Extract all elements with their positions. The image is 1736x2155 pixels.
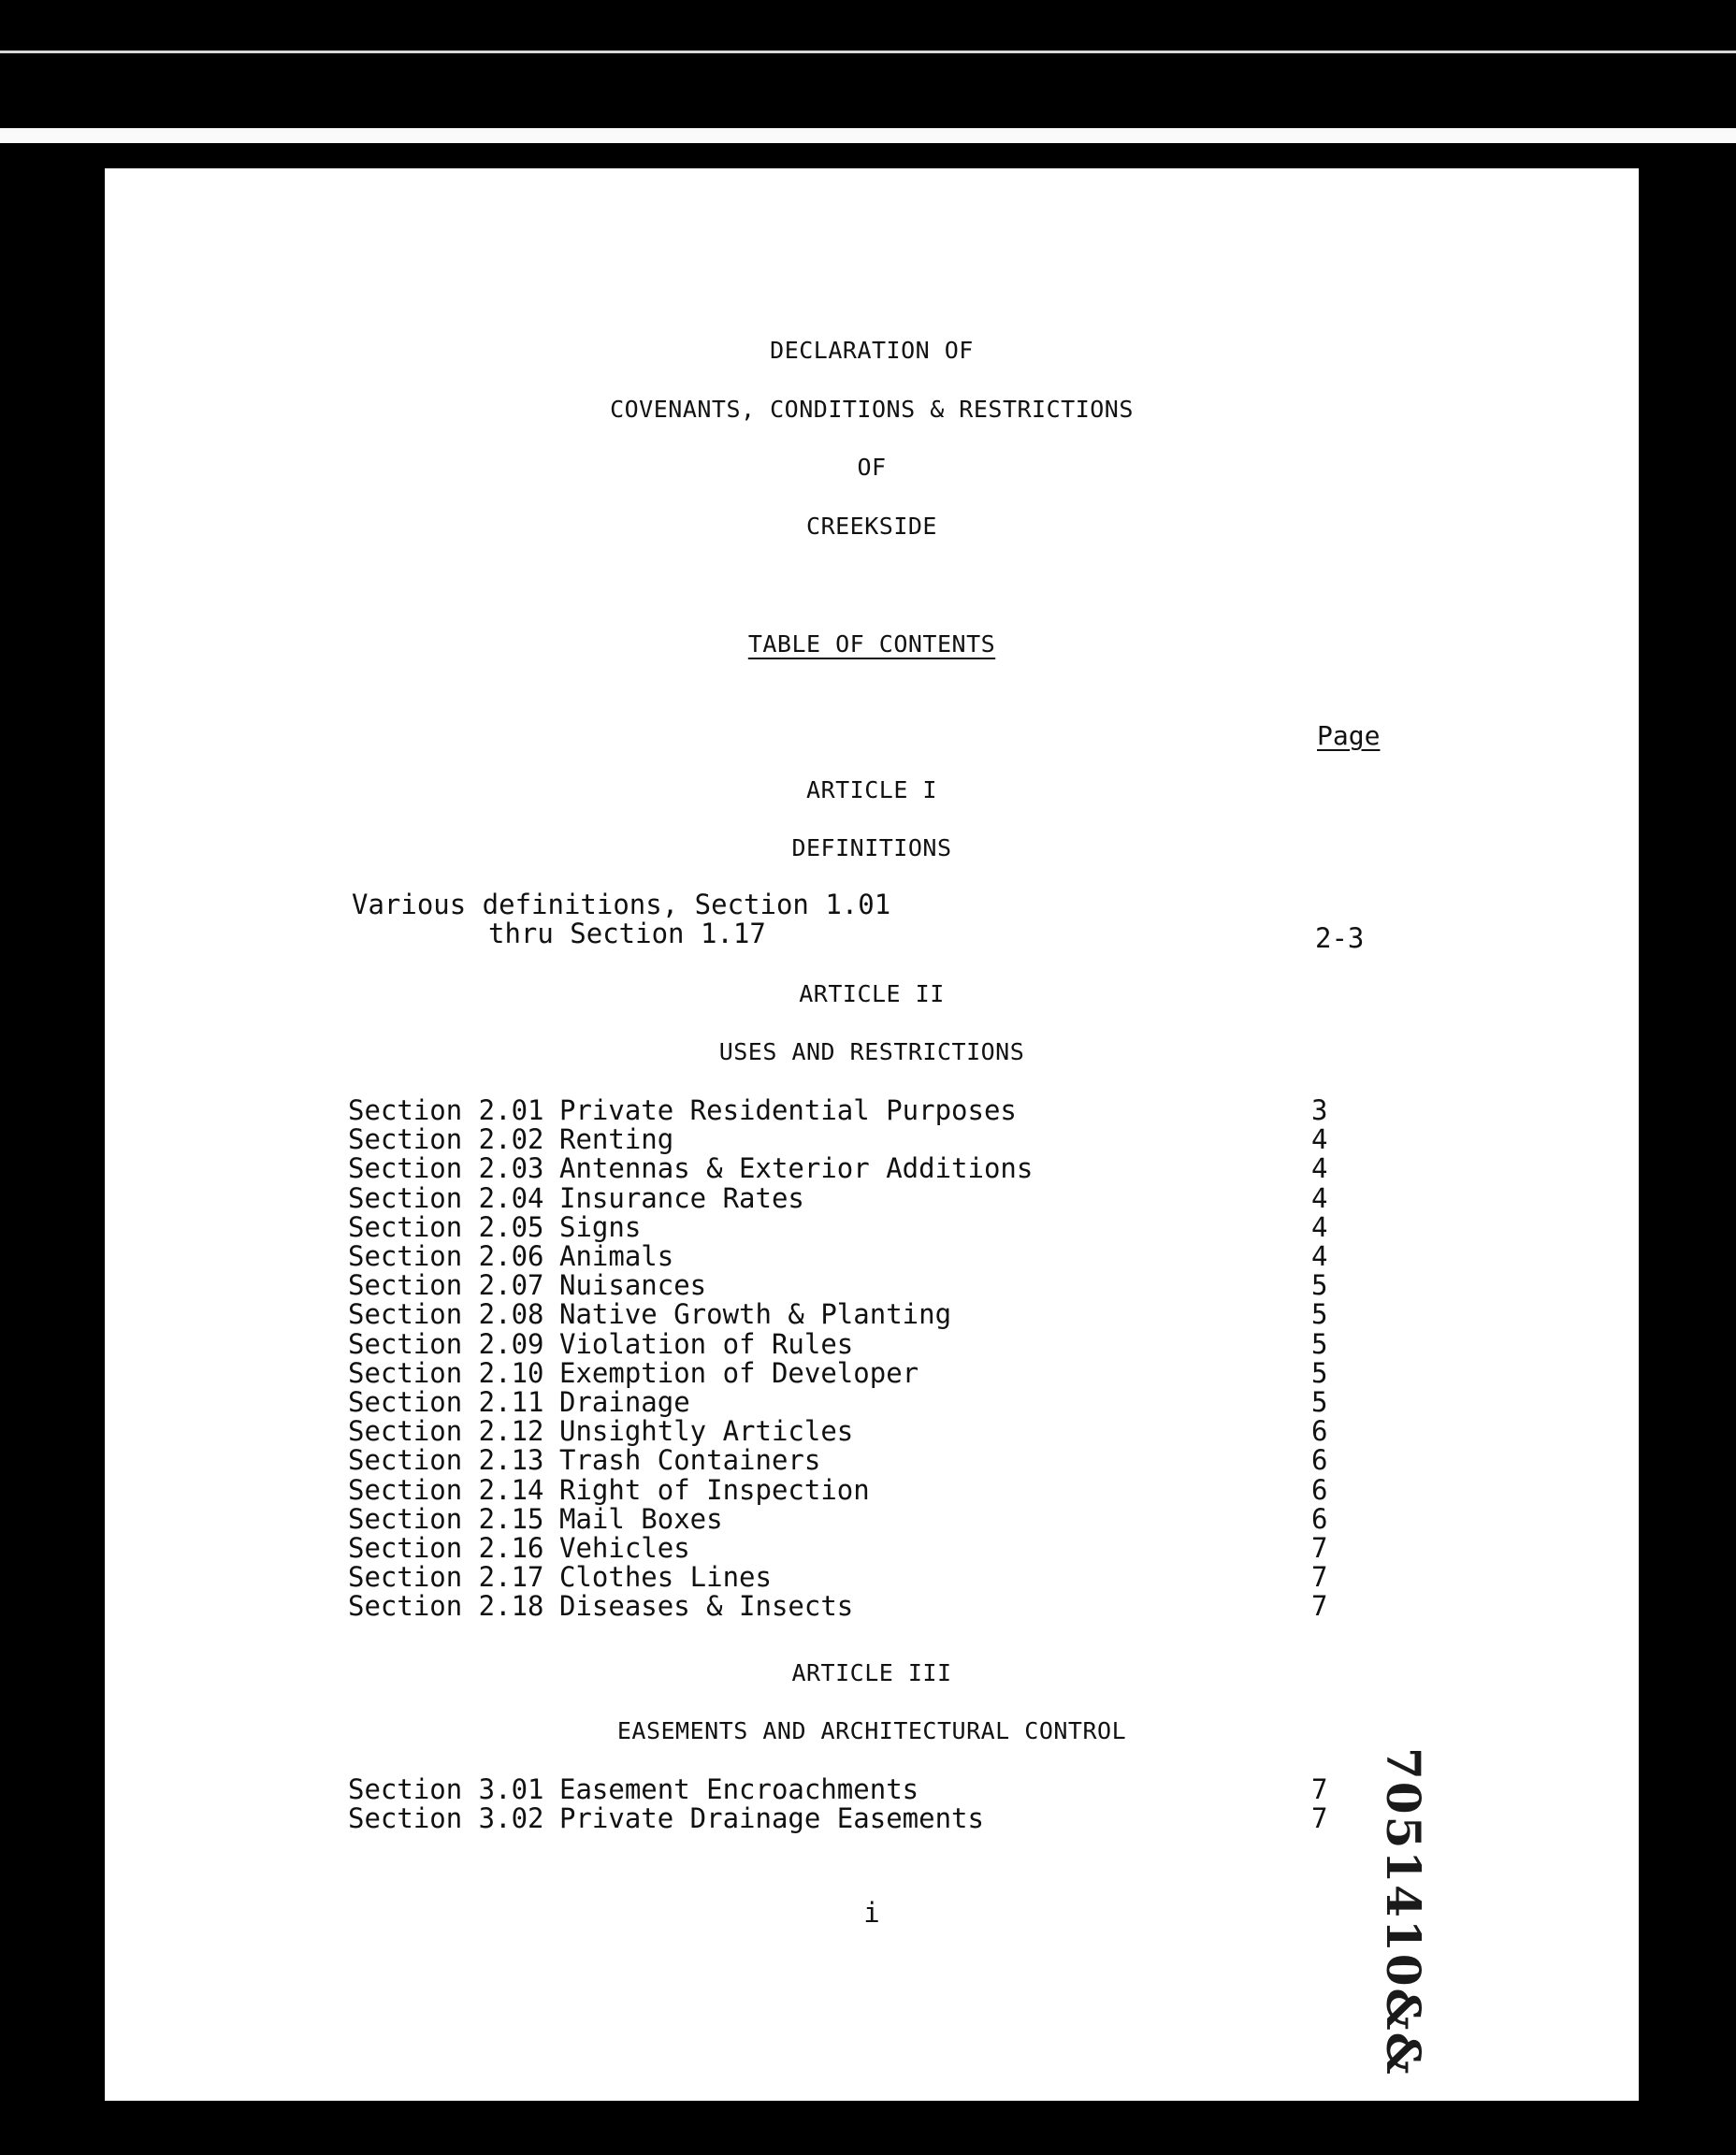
toc-row [105,1590,1639,1623]
toc-section-number: Section 2.07 [348,1269,544,1302]
toc-section-title: Insurance Rates [559,1181,804,1214]
scan-border-band [0,128,1736,143]
article-1-heading: ARTICLE I [806,776,937,803]
toc-page-number: 6 [1311,1415,1328,1448]
toc-row [105,1386,1639,1418]
toc-section-title: Diseases & Insects [559,1590,854,1623]
toc-page-number: 4 [1311,1210,1328,1243]
toc-section-number: Section 2.08 [348,1298,544,1331]
toc-heading [105,630,1639,658]
title-line-4: CREEKSIDE [806,513,937,540]
toc-section-number: Section 2.11 [348,1386,544,1418]
toc-section-title: Clothes Lines [559,1561,772,1594]
toc-section-number: Section 2.04 [348,1181,544,1214]
toc-row [105,1123,1639,1156]
definitions-entry-page: 2-3 [1315,922,1365,954]
toc-section-title: Trash Containers [559,1444,821,1477]
toc-section-number: Section 3.01 [348,1773,544,1805]
toc-page-number: 6 [1311,1502,1328,1535]
toc-heading-text: TABLE OF CONTENTS [747,630,996,658]
toc-page-number: 7 [1311,1532,1328,1564]
title-line-2: COVENANTS, CONDITIONS & RESTRICTIONS [610,396,1134,423]
toc-section-title: Mail Boxes [559,1502,723,1535]
toc-page-number: 4 [1311,1123,1328,1156]
toc-section-number: Section 2.16 [348,1532,544,1564]
toc-section-number: Section 2.03 [348,1152,544,1185]
toc-section-number: Section 2.02 [348,1123,544,1156]
toc-section-title: Private Residential Purposes [559,1094,1017,1126]
toc-section-title: Easement Encroachments [559,1773,919,1805]
article-3-subheading: EASEMENTS AND ARCHITECTURAL CONTROL [616,1717,1127,1744]
toc-row [105,1269,1639,1302]
toc-section-title: Drainage [559,1386,690,1418]
toc-section-title: Vehicles [559,1532,690,1564]
toc-page-number: 5 [1311,1327,1328,1360]
article-2-heading: ARTICLE II [799,980,945,1007]
toc-section-title: Violation of Rules [559,1327,854,1360]
toc-section-number: Section 2.09 [348,1327,544,1360]
article-1-subheading: DEFINITIONS [791,834,952,861]
toc-row [105,1152,1639,1185]
toc-section-title: Signs [559,1210,642,1243]
document-page [105,168,1639,2101]
toc-section-number: Section 2.18 [348,1590,544,1623]
toc-page-number: 6 [1311,1473,1328,1506]
definitions-entry-line-2: thru Section 1.17 [488,918,766,949]
toc-page-number: 4 [1311,1240,1328,1272]
toc-row [105,1415,1639,1448]
toc-section-title: Native Growth & Planting [559,1298,952,1331]
toc-row [105,1181,1639,1214]
toc-row [105,1210,1639,1243]
toc-row [105,1240,1639,1272]
toc-page-number: 5 [1311,1298,1328,1331]
toc-section-number: Section 2.06 [348,1240,544,1272]
toc-section-number: Section 2.05 [348,1210,544,1243]
title-line-3: OF [857,454,887,481]
page-number-footer: i [863,1897,880,1929]
toc-row [105,1561,1639,1594]
document-number-stamp: 7051410&& [1376,1747,1431,2076]
toc-page-number: 7 [1311,1773,1328,1805]
toc-page-number: 7 [1311,1590,1328,1623]
toc-section-number: Section 2.14 [348,1473,544,1506]
toc-row [105,1444,1639,1477]
toc-section-title: Renting [559,1123,674,1156]
toc-section-title: Right of Inspection [559,1473,870,1506]
toc-row [105,1356,1639,1389]
toc-section-title: Exemption of Developer [559,1356,919,1389]
toc-section-number: Section 3.02 [348,1802,544,1835]
toc-section-number: Section 2.01 [348,1094,544,1126]
article-3-heading: ARTICLE III [791,1659,952,1686]
toc-page-number: 5 [1311,1269,1328,1302]
toc-page-number: 3 [1311,1094,1328,1126]
toc-section-number: Section 2.13 [348,1444,544,1477]
toc-section-title: Nuisances [559,1269,707,1302]
toc-page-number: 7 [1311,1561,1328,1594]
toc-page-number: 5 [1311,1386,1328,1418]
scan-speck [247,217,251,221]
toc-row [105,1532,1639,1564]
title-line-1: DECLARATION OF [770,337,974,364]
toc-section-number: Section 2.10 [348,1356,544,1389]
toc-row [105,1473,1639,1506]
toc-page-number: 5 [1311,1356,1328,1389]
toc-row [105,1094,1639,1126]
toc-section-title: Private Drainage Easements [559,1802,984,1835]
toc-page-number: 4 [1311,1181,1328,1214]
toc-section-title: Unsightly Articles [559,1415,854,1448]
page-column-header: Page [1317,720,1381,751]
toc-row [105,1502,1639,1535]
scan-border-line [0,51,1736,53]
toc-section-number: Section 2.15 [348,1502,544,1535]
article-2-subheading: USES AND RESTRICTIONS [718,1038,1025,1065]
toc-page-number: 4 [1311,1152,1328,1185]
toc-section-title: Animals [559,1240,674,1272]
toc-section-title: Antennas & Exterior Additions [559,1152,1034,1185]
toc-row [105,1327,1639,1360]
toc-section-number: Section 2.17 [348,1561,544,1594]
toc-page-number: 6 [1311,1444,1328,1477]
toc-page-number: 7 [1311,1802,1328,1835]
definitions-entry-line-1: Various definitions, Section 1.01 [352,889,891,920]
toc-row [105,1298,1639,1331]
toc-section-number: Section 2.12 [348,1415,544,1448]
